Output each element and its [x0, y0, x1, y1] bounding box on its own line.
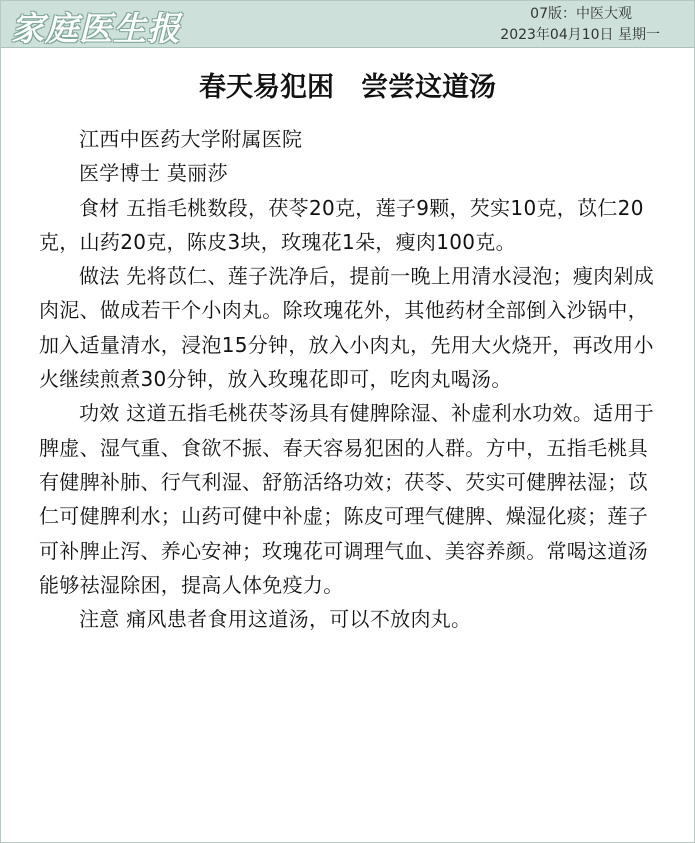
article-headline: 春天易犯困 尝尝这道汤 [199, 72, 496, 103]
paragraph-efficacy: 功效 这道五指毛桃茯苓汤具有健脾除湿、补虚利水功效。适用于脾虚、湿气重、食欲不振、春天容易犯困的人群。方中，五指毛桃具有健脾补肺、行气利湿、舒筋活络功效；茯苓、芡实可健脾祛湿；苡仁可健脾利水；山药可健中补虚；陈皮可理气健脾、燥湿化痰；莲子可补脾止泻、养心安神；玫瑰花可调理气血、美容养颜。常喝这道汤能够祛湿除困，提高人体免疫力。 [39, 401, 655, 597]
author-affiliation: 江西中医药大学附属医院 [79, 127, 303, 151]
masthead [1, 1, 694, 48]
paragraph-caution: 注意 痛风患者食用这道汤，可以不放肉丸。 [79, 607, 472, 632]
paragraph-ingredients: 食材 五指毛桃数段，茯苓20克，莲子9颗，芡实10克，苡仁20克，山药20克，陈皮3块，玫瑰花1朵，瘦肉100克。 [39, 195, 644, 254]
article-body [39, 122, 663, 636]
paragraph-method: 做法 先将苡仁、莲子洗净后，提前一晚上用清水浸泡；瘦肉剁成肉泥、做成若干个小肉丸。除玫瑰花外，其他药材全部倒入沙锅中，加入适量清水，浸泡15分钟，放入小肉丸，先用大火烧开，再改用小火继续煎煮30分钟，放入玫瑰花即可，吃肉丸喝汤。 [39, 264, 655, 392]
edition-label: 07版：中医大观 [530, 6, 632, 22]
newspaper-logo: 家庭医生报 [11, 9, 181, 48]
author-byline: 医学博士 莫丽莎 [79, 161, 228, 186]
issue-date: 2023年04月10日 星期一 [500, 27, 660, 43]
